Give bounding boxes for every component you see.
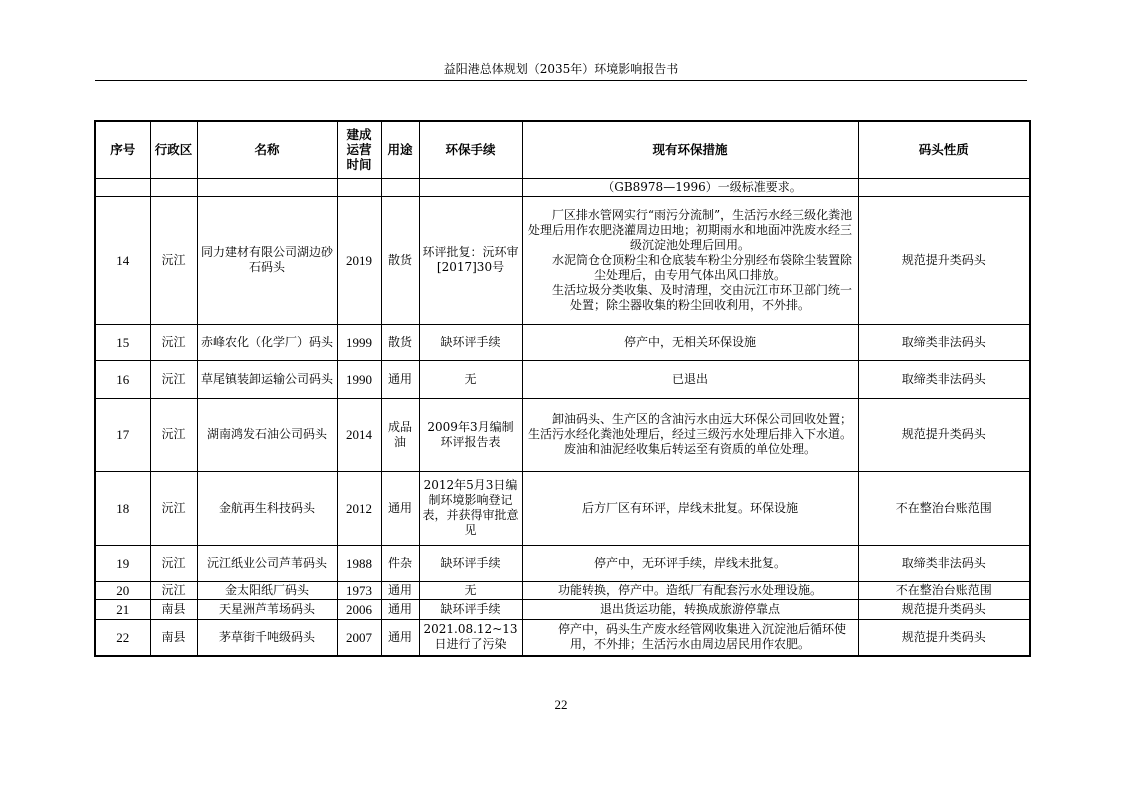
procedure-cell: 无: [419, 581, 522, 599]
nature-cell: 规范提升类码头: [858, 196, 1030, 324]
use-cell: 通用: [381, 619, 419, 656]
no-cell: 14: [95, 196, 150, 324]
table-row: [95, 545, 1030, 581]
district-cell: 沅江: [150, 398, 197, 471]
year-cell: 2014: [337, 398, 381, 471]
district-cell: 沅江: [150, 324, 197, 360]
nature-cell: 不在整治台账范围: [858, 471, 1030, 545]
use-cell: 通用: [381, 581, 419, 599]
measures-cell: [522, 196, 858, 324]
year-cell: 2012: [337, 471, 381, 545]
measures-cell: [522, 545, 858, 581]
district-cell: 沅江: [150, 545, 197, 581]
use-cell: 成品油: [381, 398, 419, 471]
district-cell: 沅江: [150, 196, 197, 324]
measures-cell: [522, 619, 858, 656]
procedure-cell: 2021.08.12~13日进行了污染: [419, 619, 522, 656]
year-cell: 2006: [337, 599, 381, 619]
continuation-measures-text: （GB8978—1996）一级标准要求。: [602, 179, 802, 194]
continuation-row: [95, 178, 1030, 196]
no-cell: 22: [95, 619, 150, 656]
column-header-measures: 现有环保措施: [522, 121, 858, 178]
procedure-cell: 无: [419, 360, 522, 398]
no-cell: 16: [95, 360, 150, 398]
name-cell: 草尾镇装卸运输公司码头: [197, 360, 337, 398]
district-cell: 南县: [150, 599, 197, 619]
year-cell: 2019: [337, 196, 381, 324]
table-row: [95, 398, 1030, 471]
column-header-use: 用途: [381, 121, 419, 178]
column-header-no: 序号: [95, 121, 150, 178]
continuation-measures-cell: [522, 178, 858, 196]
year-cell: 1990: [337, 360, 381, 398]
use-cell: 通用: [381, 471, 419, 545]
measure-paragraph: 停产中，无环评手续，岸线未批复。: [593, 555, 786, 570]
use-cell: 通用: [381, 599, 419, 619]
measure-paragraph: 停产中，无相关环保设施: [623, 334, 756, 349]
nature-cell: 规范提升类码头: [858, 398, 1030, 471]
no-cell: 20: [95, 581, 150, 599]
no-cell: 21: [95, 599, 150, 619]
use-cell: 件杂: [381, 545, 419, 581]
procedure-cell: 环评批复：沅环审[2017]30号: [419, 196, 522, 324]
measures-cell: [522, 471, 858, 545]
procedure-cell: 缺环评手续: [419, 599, 522, 619]
name-cell: 金航再生科技码头: [197, 471, 337, 545]
table-row: [95, 196, 1030, 324]
measure-paragraph: 厂区排水管网实行“雨污分流制”，生活污水经三级化粪池处理后用作农肥浇灌周边田地；初期雨水和地面冲洗废水经三级沉淀池处理后回用。: [527, 207, 853, 252]
measure-paragraph: 水泥筒仓仓顶粉尘和仓底装车粉尘分别经布袋除尘装置除尘处理后，由专用气体出风口排放。: [551, 252, 852, 282]
year-cell: 2007: [337, 619, 381, 656]
year-cell: 1988: [337, 545, 381, 581]
measure-paragraph: 后方厂区有环评，岸线未批复。环保设施: [581, 500, 798, 515]
table-row: [95, 619, 1030, 656]
procedure-cell: 2009年3月编制环评报告表: [419, 398, 522, 471]
measure-paragraph: 生活垃圾分类收集、及时清理，交由沅江市环卫部门统一处置；除尘器收集的粉尘回收利用，不外排。: [551, 282, 852, 312]
measure-paragraph: 已退出: [671, 371, 708, 386]
table-row: [95, 324, 1030, 360]
procedure-cell: 缺环评手续: [419, 324, 522, 360]
wharf-environmental-table: [94, 120, 1031, 657]
no-cell: 15: [95, 324, 150, 360]
use-cell: 散货: [381, 196, 419, 324]
name-cell: 沅江纸业公司芦苇码头: [197, 545, 337, 581]
procedure-cell: 缺环评手续: [419, 545, 522, 581]
table-header-row: [95, 121, 1030, 178]
measures-cell: [522, 324, 858, 360]
year-cell: 1973: [337, 581, 381, 599]
measures-cell: [522, 599, 858, 619]
no-cell: 18: [95, 471, 150, 545]
nature-cell: 规范提升类码头: [858, 599, 1030, 619]
name-cell: 湖南鸿发石油公司码头: [197, 398, 337, 471]
table-row: [95, 599, 1030, 619]
measures-cell: [522, 581, 858, 599]
no-cell: 19: [95, 545, 150, 581]
district-cell: 南县: [150, 619, 197, 656]
name-cell: 同力建材有限公司湖边砂石码头: [197, 196, 337, 324]
measure-paragraph: 功能转换，停产中。造纸厂有配套污水处理设施。: [557, 582, 822, 597]
table-row: [95, 360, 1030, 398]
table-row: [95, 581, 1030, 599]
measure-paragraph: 停产中，码头生产废水经管网收集进入沉淀池后循环使用，不外排；生活污水由周边居民用作农肥。: [557, 622, 846, 652]
nature-cell: 取缔类非法码头: [858, 360, 1030, 398]
measure-paragraph: 退出货运功能，转换成旅游停靠点: [599, 601, 780, 616]
name-cell: 天星洲芦苇场码头: [197, 599, 337, 619]
column-header-procedure: 环保手续: [419, 121, 522, 178]
column-header-district: 行政区: [150, 121, 197, 178]
district-cell: 沅江: [150, 471, 197, 545]
measures-cell: [522, 398, 858, 471]
no-cell: 17: [95, 398, 150, 471]
column-header-year: 建成运营时间: [337, 121, 381, 178]
column-header-nature: 码头性质: [858, 121, 1030, 178]
column-header-name: 名称: [197, 121, 337, 178]
measures-cell: [522, 360, 858, 398]
district-cell: 沅江: [150, 360, 197, 398]
year-cell: 1999: [337, 324, 381, 360]
table-row: [95, 471, 1030, 545]
procedure-cell: 2012年5月3日编制环境影响登记表，并获得审批意见: [419, 471, 522, 545]
use-cell: 通用: [381, 360, 419, 398]
page-header: 益阳港总体规划（2035年）环境影响报告书: [95, 58, 1027, 81]
nature-cell: 规范提升类码头: [858, 619, 1030, 656]
name-cell: 金太阳纸厂码头: [197, 581, 337, 599]
use-cell: 散货: [381, 324, 419, 360]
district-cell: 沅江: [150, 581, 197, 599]
nature-cell: 取缔类非法码头: [858, 324, 1030, 360]
nature-cell: 不在整治台账范围: [858, 581, 1030, 599]
name-cell: 赤峰农化（化学厂）码头: [197, 324, 337, 360]
nature-cell: 取缔类非法码头: [858, 545, 1030, 581]
page-number: 22: [554, 697, 568, 712]
measure-paragraph: 卸油码头、生产区的含油污水由远大环保公司回收处置；生活污水经化粪池处理后，经过三级污水处理后排入下水道。废油和油泥经收集后转运至有资质的单位处理。: [527, 412, 852, 456]
name-cell: 茅草街千吨级码头: [197, 619, 337, 656]
